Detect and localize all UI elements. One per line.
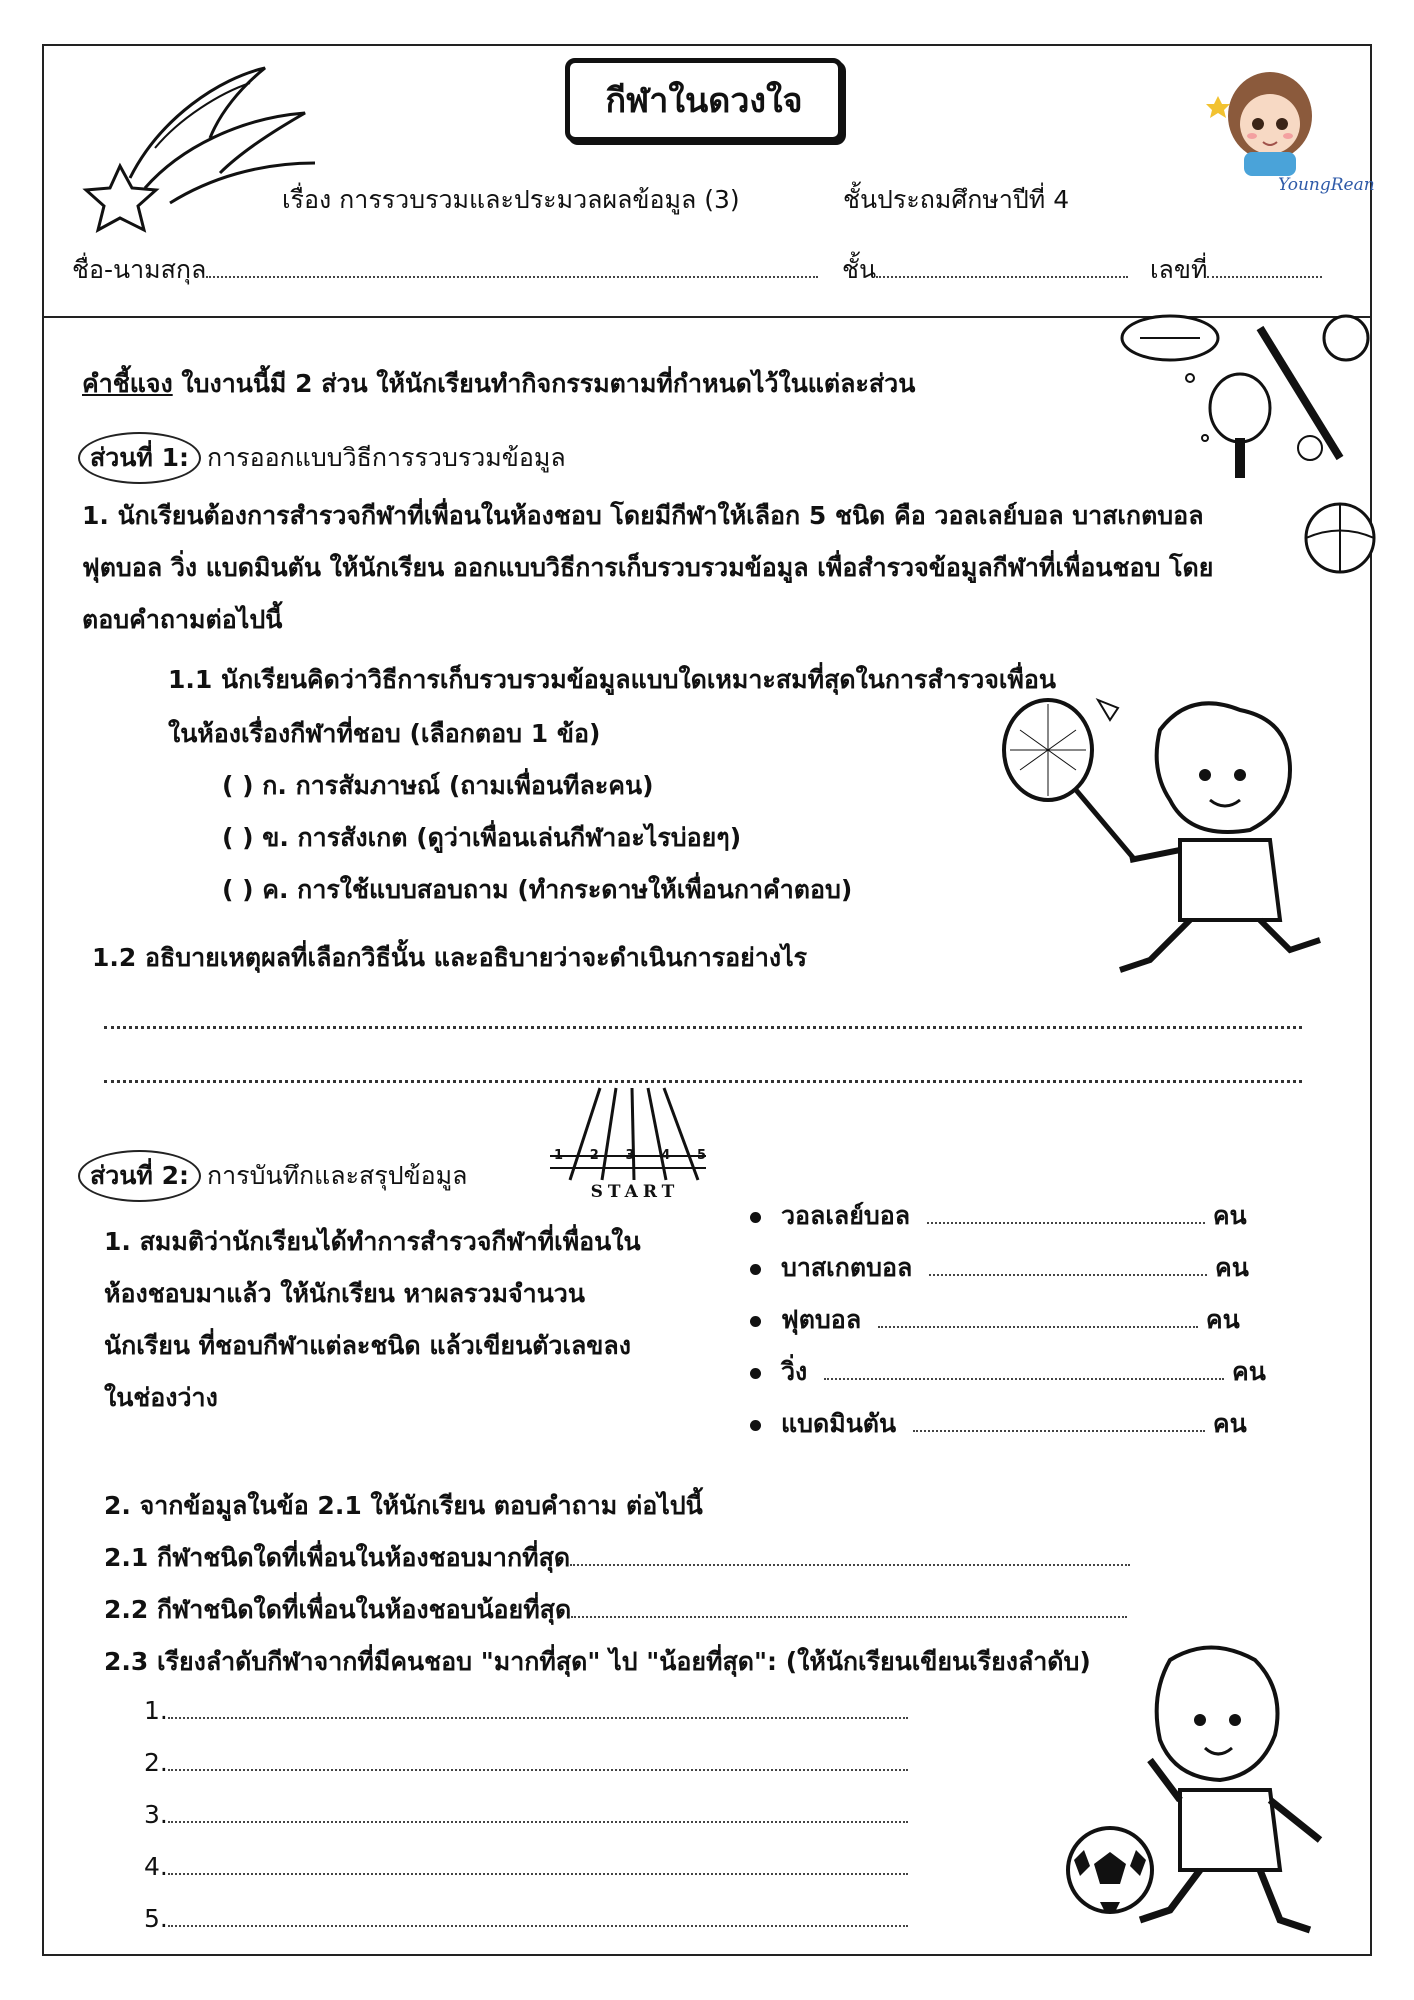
part2-q21: 2.1 กีฬาชนิดใดที่เพื่อนในห้องชอบมากที่สุด — [104, 1543, 571, 1572]
sport-count-field[interactable] — [824, 1378, 1224, 1380]
name-label: ชื่อ-นามสกุล — [72, 255, 207, 284]
sport-count-field[interactable] — [878, 1326, 1198, 1328]
sport-tally-row — [750, 1248, 1249, 1288]
rank-field[interactable] — [168, 1769, 908, 1771]
sport-name: บาสเกตบอล — [781, 1253, 913, 1282]
rank-number: 2. — [144, 1748, 168, 1777]
subject-title: เรื่อง การรวบรวมและประมวลผลข้อมูล (3) — [282, 185, 740, 214]
rank-field[interactable] — [168, 1717, 908, 1719]
rank-field[interactable] — [168, 1873, 908, 1875]
answer-least-liked-field[interactable] — [571, 1616, 1127, 1618]
part2-q23: 2.3 เรียงลำดับกีฬาจากที่มีคนชอบ "มากที่สุด" ไป "น้อยที่สุด": (ให้นักเรียนเขียนเรียงลำดับ) — [104, 1647, 1091, 1676]
bullet-icon — [750, 1316, 761, 1327]
instructions-text: ใบงานนี้มี 2 ส่วน ให้นักเรียนทำกิจกรรมตามที่กำหนดไว้ในแต่ละส่วน — [172, 369, 916, 398]
choice-observation[interactable]: ( ) ข. การสังเกต (ดูว่าเพื่อนเล่นกีฬาอะไรบ่อยๆ) — [222, 823, 742, 852]
q11-line1: 1.1 นักเรียนคิดว่าวิธีการเก็บรวบรวมข้อมูลแบบใดเหมาะสมที่สุดในการสำรวจเพื่อน — [168, 665, 1057, 694]
choice-interview[interactable]: ( ) ก. การสัมภาษณ์ (ถามเพื่อนทีละคน) — [222, 771, 654, 800]
sport-tally-row — [750, 1352, 1266, 1392]
bullet-icon — [750, 1368, 761, 1379]
number-label: เลขที่ — [1150, 255, 1208, 284]
class-label: ชั้น — [842, 255, 877, 284]
sport-name: ฟุตบอล — [781, 1305, 862, 1334]
sport-count-field[interactable] — [929, 1274, 1207, 1276]
answer-most-liked-field[interactable] — [570, 1564, 1130, 1566]
rank-number: 5. — [144, 1904, 168, 1933]
bullet-icon — [750, 1420, 761, 1431]
soccer-player-icon — [1060, 1640, 1360, 1950]
lane-number: 3 — [625, 1148, 635, 1163]
part2-q1-line2: ห้องชอบมาแล้ว ให้นักเรียน หาผลรวมจำนวน — [104, 1279, 585, 1308]
part1-question-line1: 1. นักเรียนต้องการสำรวจกีฬาที่เพื่อนในห้องชอบ โดยมีกีฬาให้เลือก 5 ชนิด คือ วอลเลย์บอล บาสเกตบอล — [82, 501, 1204, 530]
part2-q1-line4: ในช่องว่าง — [104, 1383, 218, 1412]
sport-count-field[interactable] — [927, 1222, 1205, 1224]
lane-number: 5 — [696, 1148, 706, 1163]
part2-q1-line3: นักเรียน ที่ชอบกีฬาแต่ละชนิด แล้วเขียนตัวเลขลง — [104, 1331, 631, 1360]
sport-name: วอลเลย์บอล — [781, 1201, 911, 1230]
name-field[interactable] — [206, 276, 818, 278]
bullet-icon — [750, 1264, 761, 1275]
part1-label: ส่วนที่ 1: — [78, 432, 201, 484]
part1-question-line2: ฟุตบอล วิ่ง แบดมินตัน ให้นักเรียน ออกแบบวิธีการเก็บรวบรวมข้อมูล เพื่อสำรวจข้อมูลกีฬาที่เพื่อนชอบ โดย — [82, 553, 1214, 582]
sport-unit: คน — [1215, 1253, 1249, 1282]
rank-field[interactable] — [168, 1925, 908, 1927]
rank-number: 1. — [144, 1696, 168, 1725]
sport-name: วิ่ง — [781, 1357, 808, 1386]
sport-tally-row — [750, 1196, 1247, 1236]
choice-questionnaire[interactable]: ( ) ค. การใช้แบบสอบถาม (ทำกระดาษให้เพื่อนกาคำตอบ) — [222, 875, 853, 904]
sport-unit: คน — [1231, 1357, 1266, 1386]
instructions-label: คำชี้แจง — [82, 369, 173, 398]
logo-text: YoungRean — [1278, 175, 1375, 195]
worksheet-title: กีฬาในดวงใจ — [565, 58, 843, 142]
badminton-player-icon — [990, 690, 1330, 990]
rank-number: 3. — [144, 1800, 168, 1829]
grade-level: ชั้นประถมศึกษาปีที่ 4 — [843, 185, 1070, 214]
lane-number: 4 — [661, 1148, 671, 1163]
part2-title: การบันทึกและสรุปข้อมูล — [206, 1161, 468, 1190]
class-field[interactable] — [876, 276, 1128, 278]
lane-number: 1 — [554, 1148, 564, 1163]
sport-unit: คน — [1205, 1305, 1240, 1334]
sport-tally-row — [750, 1404, 1247, 1444]
lane-number: 2 — [589, 1148, 599, 1163]
answer-line-2[interactable] — [104, 1080, 1302, 1083]
sport-unit: คน — [1212, 1201, 1247, 1230]
q11-line2: ในห้องเรื่องกีฬาที่ชอบ (เลือกตอบ 1 ข้อ) — [168, 719, 601, 748]
bullet-icon — [750, 1212, 761, 1223]
part2-label: ส่วนที่ 2: — [78, 1150, 201, 1202]
q12-text: 1.2 อธิบายเหตุผลที่เลือกวิธีนั้น และอธิบายว่าจะดำเนินการอย่างไร — [92, 943, 808, 972]
part2-q2: 2. จากข้อมูลในข้อ 2.1 ให้นักเรียน ตอบคำถาม ต่อไปนี้ — [104, 1491, 703, 1520]
rank-field[interactable] — [168, 1821, 908, 1823]
part2-q22: 2.2 กีฬาชนิดใดที่เพื่อนในห้องชอบน้อยที่สุด — [104, 1595, 572, 1624]
part1-title: การออกแบบวิธีการรวบรวมข้อมูล — [206, 443, 566, 472]
sport-name: แบดมินตัน — [781, 1409, 897, 1438]
running-track-icon — [540, 1086, 712, 1204]
part1-question-line3: ตอบคำถามต่อไปนี้ — [82, 605, 283, 634]
number-field[interactable] — [1207, 276, 1322, 278]
sport-unit: คน — [1212, 1409, 1247, 1438]
part2-q1-line1: 1. สมมติว่านักเรียนได้ทำการสำรวจกีฬาที่เพื่อนใน — [104, 1227, 641, 1256]
track-start-label: START — [590, 1182, 680, 1202]
answer-line-1[interactable] — [104, 1026, 1302, 1029]
young-rean-logo-icon — [1200, 66, 1375, 196]
sport-count-field[interactable] — [913, 1430, 1205, 1432]
rank-number: 4. — [144, 1852, 168, 1881]
sport-tally-row — [750, 1300, 1240, 1340]
